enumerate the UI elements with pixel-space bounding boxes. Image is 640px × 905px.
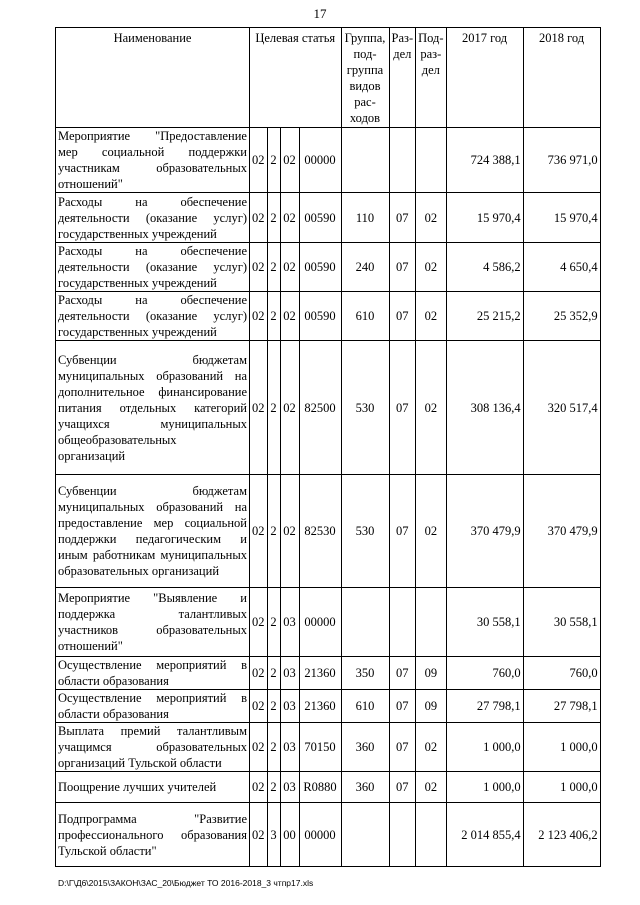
expense-group — [341, 803, 389, 867]
row-name-line: мер социальной поддержки — [58, 145, 247, 159]
table-row — [56, 292, 601, 341]
row-name — [56, 588, 250, 657]
code-program: 02 — [250, 193, 268, 243]
code-subprogram: 2 — [267, 772, 280, 803]
code-direction: 00000 — [299, 803, 341, 867]
row-name-line: Тульской области" — [58, 843, 157, 858]
row-name-line: профессионального образования — [58, 827, 247, 842]
code-direction: 82500 — [299, 341, 341, 475]
code-program: 02 — [250, 292, 268, 341]
code-event: 03 — [280, 588, 299, 657]
row-name-line: дополнительное финансирование — [58, 384, 247, 399]
code-event: 02 — [280, 243, 299, 292]
code-direction: 00590 — [299, 243, 341, 292]
row-name-line: государственных учреждений — [58, 276, 217, 290]
razdel — [389, 128, 416, 193]
code-direction: 21360 — [299, 657, 341, 690]
code-program: 02 — [250, 128, 268, 193]
row-name-line: организаций — [58, 448, 126, 463]
row-name-line: поддержка талантливых — [58, 607, 247, 621]
code-subprogram: 2 — [267, 723, 280, 772]
row-name-line: области образования — [58, 674, 169, 688]
amount-2018: 736 971,0 — [523, 128, 600, 193]
code-subprogram: 2 — [267, 588, 280, 657]
amount-2017: 27 798,1 — [446, 690, 523, 723]
expense-group: 240 — [341, 243, 389, 292]
table-row — [56, 243, 601, 292]
code-event: 02 — [280, 292, 299, 341]
row-name-line: деятельности (оказание услуг) — [58, 309, 247, 323]
amount-2017: 30 558,1 — [446, 588, 523, 657]
amount-2017: 308 136,4 — [446, 341, 523, 475]
row-name-line: Мероприятие "Выявление и — [58, 591, 247, 605]
code-program: 02 — [250, 772, 268, 803]
code-program: 02 — [250, 690, 268, 723]
razdel: 07 — [389, 723, 416, 772]
code-direction: 00590 — [299, 193, 341, 243]
podrazdel: 02 — [416, 193, 446, 243]
table-row — [56, 475, 601, 588]
row-name — [56, 657, 250, 690]
razdel: 07 — [389, 243, 416, 292]
code-subprogram: 2 — [267, 243, 280, 292]
file-path-footer: D:\Г\Д6\2015\ЗАКОН\ЗАС_20\Бюджет ТО 2016-2018_3 чтпр17.xls — [58, 878, 314, 888]
code-direction: 00000 — [299, 128, 341, 193]
amount-2018: 4 650,4 — [523, 243, 600, 292]
amount-2018: 15 970,4 — [523, 193, 600, 243]
row-name-line: муниципальных образований на — [58, 500, 247, 514]
row-name-line: Субвенции бюджетам — [58, 352, 247, 367]
amount-2018: 30 558,1 — [523, 588, 600, 657]
code-event: 00 — [280, 803, 299, 867]
razdel — [389, 803, 416, 867]
row-name-line: иным работникам муниципальных — [58, 548, 247, 562]
expense-group: 610 — [341, 292, 389, 341]
amount-2018: 760,0 — [523, 657, 600, 690]
amount-2017: 760,0 — [446, 657, 523, 690]
amount-2017: 370 479,9 — [446, 475, 523, 588]
header-razdel: Раз- дел — [389, 28, 416, 128]
podrazdel: 02 — [416, 723, 446, 772]
code-event: 02 — [280, 475, 299, 588]
table-row — [56, 588, 601, 657]
table-row — [56, 723, 601, 772]
amount-2018: 25 352,9 — [523, 292, 600, 341]
amount-2018: 1 000,0 — [523, 723, 600, 772]
code-subprogram: 2 — [267, 475, 280, 588]
row-name-line: питания отдельных категорий — [58, 400, 247, 415]
razdel: 07 — [389, 193, 416, 243]
code-subprogram: 3 — [267, 803, 280, 867]
row-name-line: государственных учреждений — [58, 325, 217, 339]
row-name-line: предоставление мер социальной — [58, 516, 247, 530]
row-name-line: общеобразовательных — [58, 432, 177, 447]
row-name — [56, 128, 250, 193]
expense-group: 610 — [341, 690, 389, 723]
row-name-line: Поощрение лучших учителей — [58, 780, 217, 794]
row-name-line: Осуществление мероприятий в — [58, 658, 247, 672]
podrazdel: 09 — [416, 690, 446, 723]
code-direction: 21360 — [299, 690, 341, 723]
code-program: 02 — [250, 243, 268, 292]
razdel: 07 — [389, 292, 416, 341]
row-name-line: Подпрограмма "Развитие — [58, 811, 247, 826]
expense-group — [341, 588, 389, 657]
table-row — [56, 690, 601, 723]
table-row — [56, 657, 601, 690]
podrazdel: 02 — [416, 475, 446, 588]
razdel: 07 — [389, 341, 416, 475]
row-name-line: учащихся муниципальных — [58, 416, 247, 431]
amount-2017: 1 000,0 — [446, 772, 523, 803]
header-row — [56, 28, 601, 128]
row-name-line: Расходы на обеспечение — [58, 293, 247, 307]
row-name-line: области образования — [58, 707, 169, 721]
code-program: 02 — [250, 803, 268, 867]
row-name-line: поддержки педагогическим и — [58, 532, 247, 546]
row-name — [56, 690, 250, 723]
expense-group: 360 — [341, 772, 389, 803]
code-direction: 00000 — [299, 588, 341, 657]
code-event: 03 — [280, 772, 299, 803]
row-name-line: отношений" — [58, 639, 123, 653]
header-name: Наименование — [56, 28, 250, 128]
expense-group — [341, 128, 389, 193]
code-program: 02 — [250, 475, 268, 588]
amount-2018: 320 517,4 — [523, 341, 600, 475]
podrazdel: 02 — [416, 292, 446, 341]
amount-2017: 15 970,4 — [446, 193, 523, 243]
code-event: 02 — [280, 128, 299, 193]
table-row — [56, 772, 601, 803]
row-name — [56, 772, 250, 803]
code-direction: 70150 — [299, 723, 341, 772]
code-subprogram: 2 — [267, 128, 280, 193]
amount-2018: 2 123 406,2 — [523, 803, 600, 867]
row-name-line: организаций Тульской области — [58, 756, 222, 770]
code-program: 02 — [250, 341, 268, 475]
table-row — [56, 193, 601, 243]
row-name-line: Выплата премий талантливым — [58, 724, 247, 738]
row-name — [56, 803, 250, 867]
code-subprogram: 2 — [267, 193, 280, 243]
row-name-line: участников образовательных — [58, 623, 247, 637]
code-subprogram: 2 — [267, 341, 280, 475]
code-subprogram: 2 — [267, 657, 280, 690]
row-name-line: государственных учреждений — [58, 226, 217, 241]
row-name — [56, 243, 250, 292]
table-row — [56, 803, 601, 867]
amount-2018: 1 000,0 — [523, 772, 600, 803]
row-name-line: отношений" — [58, 177, 123, 191]
header-podrazdel: Под- раз- дел — [416, 28, 446, 128]
code-event: 03 — [280, 690, 299, 723]
code-program: 02 — [250, 657, 268, 690]
table-row — [56, 128, 601, 193]
amount-2018: 370 479,9 — [523, 475, 600, 588]
row-name — [56, 193, 250, 243]
code-event: 03 — [280, 723, 299, 772]
code-direction: 82530 — [299, 475, 341, 588]
code-event: 03 — [280, 657, 299, 690]
razdel: 07 — [389, 772, 416, 803]
row-name-line: образовательных организаций — [58, 564, 220, 578]
amount-2017: 724 388,1 — [446, 128, 523, 193]
page-number: 17 — [313, 6, 327, 21]
amount-2017: 2 014 855,4 — [446, 803, 523, 867]
table-row — [56, 341, 601, 475]
row-name — [56, 341, 250, 475]
row-name-line: муниципальных образований на — [58, 368, 247, 383]
podrazdel — [416, 803, 446, 867]
row-name-line: деятельности (оказание услуг) — [58, 260, 247, 274]
row-name — [56, 292, 250, 341]
header-target: Целевая статья — [250, 28, 342, 128]
code-program: 02 — [250, 588, 268, 657]
budget-table — [55, 27, 601, 867]
podrazdel: 02 — [416, 243, 446, 292]
row-name-line: участникам образовательных — [58, 161, 247, 175]
amount-2018: 27 798,1 — [523, 690, 600, 723]
row-name-line: Расходы на обеспечение — [58, 194, 247, 209]
amount-2017: 25 215,2 — [446, 292, 523, 341]
podrazdel — [416, 588, 446, 657]
row-name — [56, 723, 250, 772]
row-name-line: Мероприятие "Предоставление — [58, 129, 247, 143]
amount-2017: 1 000,0 — [446, 723, 523, 772]
code-subprogram: 2 — [267, 690, 280, 723]
header-group: Группа, под- группа видов рас- ходов — [341, 28, 389, 128]
razdel: 07 — [389, 657, 416, 690]
amount-2017: 4 586,2 — [446, 243, 523, 292]
row-name-line: Субвенции бюджетам — [58, 484, 247, 498]
header-2017: 2017 год — [446, 28, 523, 128]
razdel: 07 — [389, 690, 416, 723]
expense-group: 350 — [341, 657, 389, 690]
expense-group: 530 — [341, 341, 389, 475]
podrazdel — [416, 128, 446, 193]
razdel: 07 — [389, 475, 416, 588]
code-direction: 00590 — [299, 292, 341, 341]
code-subprogram: 2 — [267, 292, 280, 341]
row-name-line: Расходы на обеспечение — [58, 244, 247, 258]
code-event: 02 — [280, 193, 299, 243]
code-event: 02 — [280, 341, 299, 475]
expense-group: 360 — [341, 723, 389, 772]
code-program: 02 — [250, 723, 268, 772]
expense-group: 530 — [341, 475, 389, 588]
row-name-line: Осуществление мероприятий в — [58, 691, 247, 705]
row-name-line: деятельности (оказание услуг) — [58, 210, 247, 225]
row-name — [56, 475, 250, 588]
header-2018: 2018 год — [523, 28, 600, 128]
code-direction: R0880 — [299, 772, 341, 803]
razdel — [389, 588, 416, 657]
podrazdel: 02 — [416, 341, 446, 475]
row-name-line: учащимся образовательных — [58, 740, 247, 754]
podrazdel: 02 — [416, 772, 446, 803]
podrazdel: 09 — [416, 657, 446, 690]
expense-group: 110 — [341, 193, 389, 243]
